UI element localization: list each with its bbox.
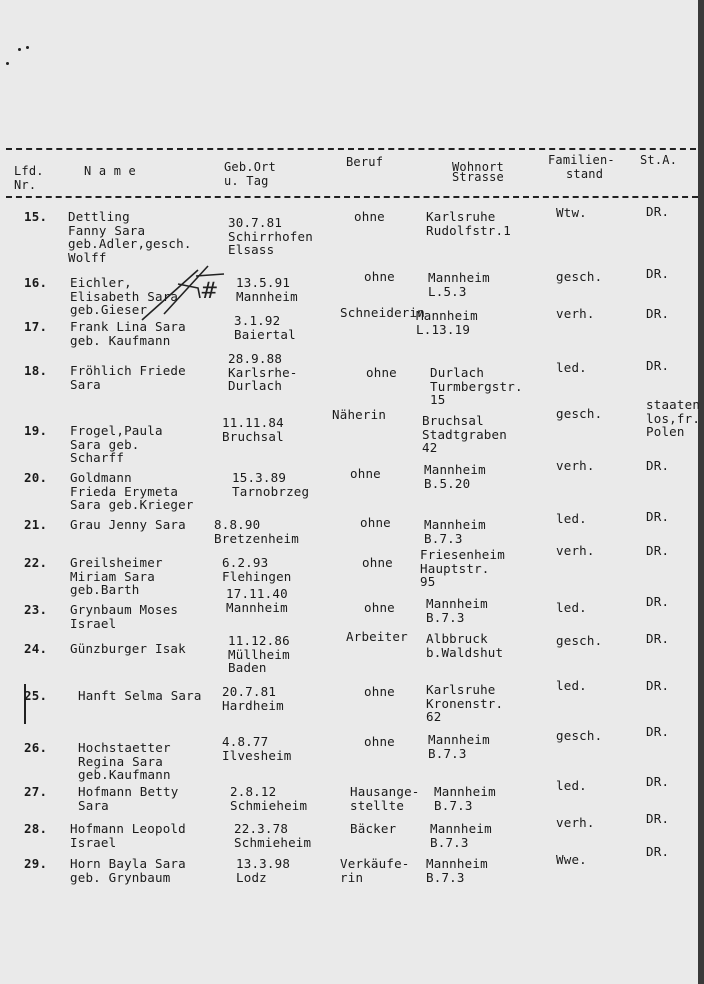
row-marital-status: led. xyxy=(556,511,587,526)
row-occupation: ohne xyxy=(364,600,395,615)
page-edge-shadow xyxy=(698,0,704,984)
row-name: Frogel,Paula Sara geb. Scharff xyxy=(70,423,163,465)
col-name-label: N a m e xyxy=(84,164,136,178)
row-number: 27. xyxy=(24,784,48,799)
row-occupation: Näherin xyxy=(332,407,387,422)
row-residence: Albbruck b.Waldshut xyxy=(426,631,504,660)
row-residence: Mannheim B.7.3 xyxy=(434,784,496,813)
row-marital-status: verh. xyxy=(556,458,595,473)
row-birth: 4.8.77 Ilvesheim xyxy=(222,734,292,763)
row-occupation: Arbeiter xyxy=(346,629,408,644)
row-birth: 20.7.81 Hardheim xyxy=(222,684,284,713)
row-marital-status: verh. xyxy=(556,306,595,321)
row-name: Günzburger Isak xyxy=(70,641,186,656)
row-name: Dettling Fanny Sara geb.Adler,gesch. Wolff xyxy=(68,209,192,265)
col-beruf-label: Beruf xyxy=(346,155,384,169)
row-birth: 13.3.98 Lodz xyxy=(236,856,291,885)
col-tag-label: u. Tag xyxy=(224,174,269,188)
row-birth: 22.3.78 Schmieheim xyxy=(234,821,312,850)
row-occupation: ohne xyxy=(364,684,395,699)
header-bottom-rule xyxy=(6,196,698,198)
row-citizenship: DR. xyxy=(646,543,670,558)
row-marital-status: verh. xyxy=(556,543,595,558)
col-sta-label: St.A. xyxy=(640,153,678,167)
row-citizenship: DR. xyxy=(646,811,670,826)
col-strasse-label: Strasse xyxy=(452,170,504,184)
row-residence: Karlsruhe Kronenstr. 62 xyxy=(426,682,504,724)
row-birth: 17.11.40 Mannheim xyxy=(226,586,288,615)
row-occupation: Bäcker xyxy=(350,821,397,836)
row-marital-status: Wtw. xyxy=(556,205,587,220)
row-number: 26. xyxy=(24,740,48,755)
row-citizenship: DR. xyxy=(646,266,670,281)
row-birth: 2.8.12 Schmieheim xyxy=(230,784,308,813)
row-residence: Bruchsal Stadtgraben 42 xyxy=(422,413,507,455)
row-residence: Mannheim B.7.3 xyxy=(426,856,488,885)
row-birth: 11.12.86 Müllheim Baden xyxy=(228,633,290,675)
col-gebort-label: Geb.Ort xyxy=(224,160,276,174)
row-occupation: Verkäufe- rin xyxy=(340,856,410,885)
row-number: 16. xyxy=(24,275,48,290)
row-citizenship: DR. xyxy=(646,509,670,524)
row-name: Greilsheimer Miriam Sara geb.Barth xyxy=(70,555,163,597)
row-name: Goldmann Frieda Erymeta Sara geb.Krieger xyxy=(70,470,194,512)
row-occupation: ohne xyxy=(350,466,381,481)
punch-mark xyxy=(18,48,21,51)
row-name: Hanft Selma Sara xyxy=(78,688,202,703)
row-residence: Mannheim B.7.3 xyxy=(424,517,486,546)
row-number: 18. xyxy=(24,363,48,378)
row-number: 28. xyxy=(24,821,48,836)
row-residence: Friesenheim Hauptstr. 95 xyxy=(420,547,505,589)
row-residence: Mannheim B.7.3 xyxy=(428,732,490,761)
row-occupation: ohne xyxy=(364,269,395,284)
row-number: 20. xyxy=(24,470,48,485)
row-birth: 6.2.93 Flehingen xyxy=(222,555,292,584)
row-number: 23. xyxy=(24,602,48,617)
row-marital-status: led. xyxy=(556,678,587,693)
row-residence: Mannheim B.5.20 xyxy=(424,462,486,491)
row-marital-status: verh. xyxy=(556,815,595,830)
row-marital-status: gesch. xyxy=(556,728,603,743)
row-marital-status: gesch. xyxy=(556,406,603,421)
punch-mark xyxy=(26,46,29,49)
punch-mark xyxy=(6,62,9,65)
row-citizenship: DR. xyxy=(646,774,670,789)
row-birth: 13.5.91 Mannheim xyxy=(236,275,298,304)
row-birth: 3.1.92 Baiertal xyxy=(234,313,296,342)
row-residence: Mannheim B.7.3 xyxy=(426,596,488,625)
row-citizenship: DR. xyxy=(646,844,670,859)
row-name: Hofmann Betty Sara xyxy=(78,784,179,813)
row-residence: Durlach Turmbergstr. 15 xyxy=(430,365,523,407)
row-birth: 8.8.90 Bretzenheim xyxy=(214,517,299,546)
row-occupation: ohne xyxy=(354,209,385,224)
row-name: Hofmann Leopold Israel xyxy=(70,821,186,850)
row-occupation: ohne xyxy=(366,365,397,380)
col-stand-label: stand xyxy=(566,167,604,181)
row-number: 22. xyxy=(24,555,48,570)
row-birth: 11.11.84 Bruchsal xyxy=(222,415,284,444)
row-name: Grau Jenny Sara xyxy=(70,517,186,532)
row-citizenship: DR. xyxy=(646,594,670,609)
row-name: Horn Bayla Sara geb. Grynbaum xyxy=(70,856,186,885)
row-number: 19. xyxy=(24,423,48,438)
row-marital-status: led. xyxy=(556,360,587,375)
row-number: 21. xyxy=(24,517,48,532)
row-birth: 30.7.81 Schirrhofen Elsass xyxy=(228,215,313,257)
row-citizenship: DR. xyxy=(646,458,670,473)
row-marital-status: gesch. xyxy=(556,633,603,648)
row-citizenship: staaten los,fr. Polen xyxy=(646,397,701,439)
row-birth: 28.9.88 Karlsrhe- Durlach xyxy=(228,351,298,393)
row-residence: Karlsruhe Rudolfstr.1 xyxy=(426,209,511,238)
row-number: 29. xyxy=(24,856,48,871)
row-residence: Mannheim L.5.3 xyxy=(428,270,490,299)
row-name: Fröhlich Friede Sara xyxy=(70,363,186,392)
row-name: Frank Lina Sara geb. Kaufmann xyxy=(70,319,186,348)
row-number: 25. xyxy=(24,688,48,703)
col-nr-label: Nr. xyxy=(14,178,37,192)
row-occupation: ohne xyxy=(364,734,395,749)
row-citizenship: DR. xyxy=(646,204,670,219)
row-occupation: Hausange- stellte xyxy=(350,784,420,813)
col-familien-label: Familien- xyxy=(548,153,615,167)
row-number: 24. xyxy=(24,641,48,656)
handwritten-mark-text: # xyxy=(200,279,219,304)
row-name: Hochstaetter Regina Sara geb.Kaufmann xyxy=(78,740,171,782)
row-marital-status: gesch. xyxy=(556,269,603,284)
row-name: Eichler, Elisabeth Sara geb.Gieser xyxy=(70,275,179,317)
row-marital-status: Wwe. xyxy=(556,852,587,867)
row-citizenship: DR. xyxy=(646,678,670,693)
row-citizenship: DR. xyxy=(646,306,670,321)
row-occupation: ohne xyxy=(360,515,391,530)
row-name: Grynbaum Moses Israel xyxy=(70,602,179,631)
row-residence: Mannheim L.13.19 xyxy=(416,308,478,337)
col-wohnort-label: Wohnort xyxy=(452,160,504,174)
row-number: 17. xyxy=(24,319,48,334)
row-occupation: ohne xyxy=(362,555,393,570)
row-occupation: Schneiderin xyxy=(340,305,425,320)
row-residence: Mannheim B.7.3 xyxy=(430,821,492,850)
row-birth: 15.3.89 Tarnobrzeg xyxy=(232,470,310,499)
col-lfd-label: Lfd. xyxy=(14,164,44,178)
row-citizenship: DR. xyxy=(646,724,670,739)
row-marital-status: led. xyxy=(556,600,587,615)
row-marital-status: led. xyxy=(556,778,587,793)
row-number: 15. xyxy=(24,209,48,224)
row-citizenship: DR. xyxy=(646,358,670,373)
row-citizenship: DR. xyxy=(646,631,670,646)
header-top-rule xyxy=(6,148,696,150)
